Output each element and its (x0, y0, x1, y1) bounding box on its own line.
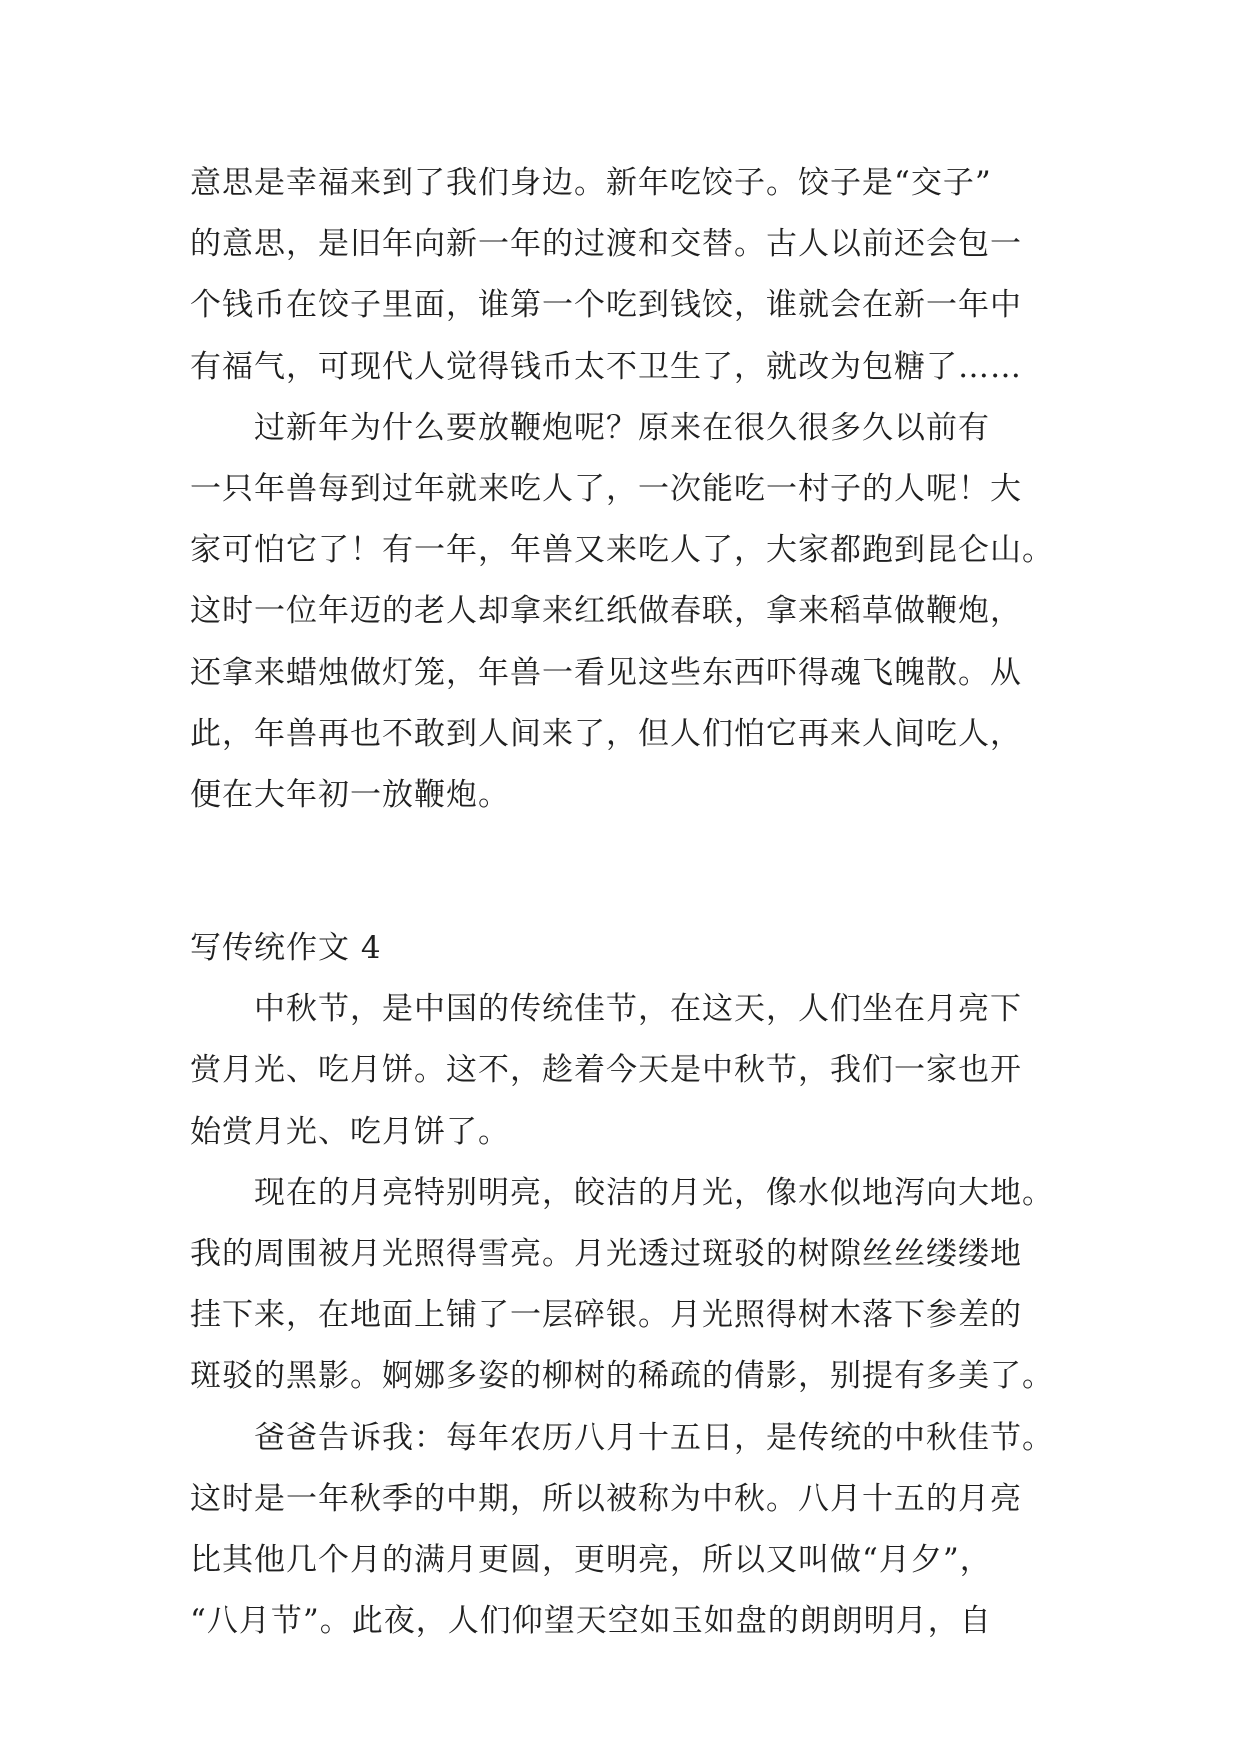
text-line: 的意思，是旧年向新一年的过渡和交替。古人以前还会包一 (190, 226, 1022, 263)
section-2 (190, 918, 1060, 1652)
text-line: 中秋节，是中国的传统佳节，在这天，人们坐在月亮下 (190, 991, 1022, 1028)
text-line: 我的周围被月光照得雪亮。月光透过斑驳的树隙丝丝缕缕地 (190, 1236, 1022, 1272)
text-line: 意思是幸福来到了我们身边。新年吃饺子。饺子是“交子” (190, 165, 992, 201)
section-heading: 写传统作文 4 (190, 930, 382, 967)
text-line: 这时一位年迈的老人却拿来红纸做春联，拿来稻草做鞭炮， (190, 593, 1022, 630)
text-line: 还拿来蜡烛做灯笼，年兽一看见这些东西吓得魂飞魄散。从 (190, 654, 1022, 691)
text-line: 一只年兽每到过年就来吃人了，一次能吃一村子的人呢！大 (190, 470, 1022, 507)
text-line: 便在大年初一放鞭炮。 (190, 776, 510, 813)
text-line: 赏月光、吃月饼。这不，趁着今天是中秋节，我们一家也开 (190, 1052, 1022, 1089)
text-line: 家可怕它了！有一年，年兽又来吃人了，大家都跑到昆仑山。 (190, 532, 1054, 569)
text-line: 爸爸告诉我：每年农历八月十五日，是传统的中秋佳节。 (190, 1419, 1054, 1456)
text-line: 此，年兽再也不敢到人间来了，但人们怕它再来人间吃人， (190, 715, 1022, 752)
text-line: 有福气，可现代人觉得钱币太不卫生了，就改为包糖了…… (190, 348, 1022, 385)
text-line: 现在的月亮特别明亮，皎洁的月光，像水似地泻向大地。 (190, 1174, 1054, 1211)
text-line: 个钱币在饺子里面，谁第一个吃到钱饺，谁就会在新一年中 (190, 287, 1022, 324)
text-line: 挂下来，在地面上铺了一层碎银。月光照得树木落下参差的 (190, 1297, 1022, 1334)
text-line: 这时是一年秋季的中期，所以被称为中秋。八月十五的月亮 (190, 1480, 1022, 1517)
text-line: 斑驳的黑影。婀娜多姿的柳树的稀疏的倩影，别提有多美了。 (190, 1358, 1054, 1395)
section-gap (190, 826, 1060, 918)
text-line: 过新年为什么要放鞭炮呢？原来在很久很多久以前有 (190, 409, 990, 446)
document-page (190, 153, 1060, 1652)
section-1-body (190, 153, 1060, 826)
text-line: 始赏月光、吃月饼了。 (190, 1113, 510, 1150)
text-line: 比其他几个月的满月更圆，更明亮，所以又叫做“月夕”， (190, 1541, 992, 1578)
text-line: “八月节”。此夜，人们仰望天空如玉如盘的朗朗明月，自 (190, 1603, 992, 1640)
